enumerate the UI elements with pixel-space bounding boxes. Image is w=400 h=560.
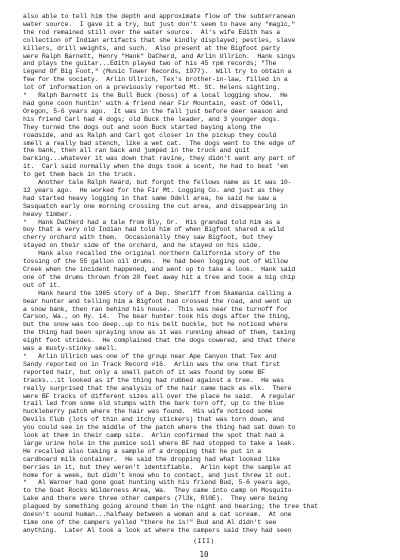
text-line: doesn't sound human...halfway between a woman and a cat scream. At one <box>23 511 292 519</box>
text-line: to the Goat Rocks Wilderness Area, Wa. They came into camp on Mosquito <box>23 487 292 495</box>
text-line: They turned the dogs out and soon Buck started baying along the <box>23 123 262 131</box>
text-line: you could see in the middle of the patch where the thing had sat down to <box>23 424 296 432</box>
text-line: collection of Indian artifacts that she kindly displayed; pestles, slave <box>23 36 296 44</box>
text-line: lot of information on a previously reported Mt. St. Helens sighting. <box>23 84 281 92</box>
text-line: Devils Club (lots of thin and itchy stickers) that was torn down, and <box>23 416 284 424</box>
text-line: boy that a very old Indian had told him of when Bigfoot shared a wild <box>23 226 284 234</box>
text-line: was a musty-stinky smell. <box>23 345 118 353</box>
text-line: stayed on their side of the orchard, and he stayed on his side. <box>23 242 262 250</box>
text-line: Oregon, 5-6 years ago. It was in the fall just before deer season and <box>23 107 288 115</box>
text-line: * Arlin Ullrich was one of the group near Ape Canyon that Tex and <box>23 352 277 360</box>
text-line: few for the society. Arlin Ullrich, Tex's brother-in-law, filled in a <box>23 76 288 84</box>
text-line: Carson, Wa., on Hy. 14. The bear hunter took his dogs after the thing, <box>23 313 292 321</box>
section-mark: (III) <box>193 536 215 545</box>
text-line: one of the drums thrown from 20 feet away hit a tree and took a big chip <box>23 273 296 281</box>
text-line: Sasquatch early one morning crossing the cut area, and disappearing in <box>23 202 288 210</box>
text-line: it. Carl said normally when the dogs took a scent, he had to beat 'em <box>23 163 288 171</box>
text-line: 12 years ago. He worked for the Fir Mt. Logging Co. and just as they <box>23 186 284 194</box>
text-line: anything. Later Al took a look at where the campers said they had seen <box>23 526 292 534</box>
text-line: * Hank DaCherd had a tale from Bly, Or. His grandad told him as a <box>23 218 281 226</box>
text-line: He recalled also taking a sample of a dropping that he put in a <box>23 447 262 455</box>
text-line: huckleberry patch where the hair was found. His wife noticed some <box>23 408 273 416</box>
text-line: roadside, and as Ralph and Carl got closer in the pickup they could <box>23 131 277 139</box>
text-line: cardboard milk container. He said the dropping had what looked like <box>23 455 281 463</box>
text-line: cherry orchard with them. Occasionally they saw Bigfoot, but they <box>23 234 273 242</box>
text-line: plagued by something going around them in the night and hearing; the tree that <box>23 503 318 511</box>
text-line: and plays the guitar...Edith played two of his 45 rpm records; "The <box>23 60 277 68</box>
text-line: also able to tell him the depth and approximate flow of the subterranean <box>23 13 296 20</box>
text-line: * Al Warner had gone goat hunting with his friend Bud, 5-6 years ago, <box>23 479 292 487</box>
text-line: barking...whatever it was down that ravine, they didn't want any part of <box>23 155 296 163</box>
text-line: time one of the campers yelled "there he is!" Bud and Al didn't see <box>23 519 277 526</box>
text-line: Hank also recalled the original northern California story of the <box>23 250 281 258</box>
text-line: Legend Of Big Foot," (Music Tower Records, 1977). Will try to obtain a <box>23 68 292 76</box>
text-line: Another tale Ralph heard, but forgot the fellows name as it was 10- <box>23 179 292 187</box>
text-line: the bank, then all ran back and jumped in the truck and quit <box>23 147 250 155</box>
page-number: 10 <box>199 549 209 559</box>
text-line: berries in it, but they weren't identifiable. Arlin kept the sample at <box>23 463 292 471</box>
text-line: Creek when the incident happened, and went up to take a look. Hank said <box>23 266 296 273</box>
text-line: to get them back in the truck. <box>23 171 137 179</box>
text-line: eight foot strides. He complained that the dogs cowered, and that there <box>23 337 296 345</box>
text-line: reported hair, but only a small patch of it was found by some BF <box>23 368 265 376</box>
text-line: tracks...it looked as if the thing had rubbed against a tree. He was <box>23 376 284 384</box>
text-line: trail led from some old stumps with the bark torn off, up to the blue <box>23 400 284 408</box>
text-line: really surprised that the analysis of the hair came back as elk. There <box>23 384 292 392</box>
text-line: look at them in their camp site. Arlin confirmed the spot that had a <box>23 432 284 440</box>
text-line: were BF tracks of different sizes all over the place he said. A regular <box>23 392 296 400</box>
text-line: Sandy reported on in Track Record #16. Arlin was the one that first <box>23 360 281 368</box>
text-line: large urine hole in the pumice soil where BF had stopped to take a leak. <box>23 439 296 447</box>
text-line: home for a week, but didn't know who to contact, and just threw it out. <box>23 471 292 479</box>
text-line: but the snow was too deep..up to his belt buckle, but he noticed where <box>23 321 288 329</box>
text-line: tossing of the 55 gallon oil drums. He had been logging out of Willow <box>23 258 288 266</box>
text-line: his friend Carl had 4 dogs; old Buck the leader, and 3 younger dogs. <box>23 115 281 123</box>
text-line: were Ralph Barnett, Henry "Hank" DaCherd, and Arlin Ullrich. Hank sings <box>23 52 296 60</box>
text-line: killers, drill weights, and such. Also present at the Bigfoot party <box>23 44 281 52</box>
text-line: had gone coon huntin' with a friend near Fir Mountain, east of Odell, <box>23 99 284 107</box>
text-line: water source. I gave it a try, but just don't seem to have any "magic," <box>23 20 296 28</box>
text-line: had started heavy logging in that same Odell area, he said he saw a <box>23 194 277 202</box>
text-line: bear hunter and telling him a Bigfoot had crossed the road, and went up <box>23 297 292 305</box>
body-text <box>23 13 385 535</box>
text-line: * Ralph Barnett is the Bull Buck (boss) of a local logging show. He <box>23 92 288 100</box>
text-line: Hank heard the 1965 story of a Dep. Sheriff from Skamania calling a <box>23 289 292 297</box>
text-line: a snow bank, then ran behind his house. This was near the turnoff for <box>23 305 288 313</box>
text-line: heavy timber. <box>23 210 73 218</box>
text-line: out of it. <box>23 281 61 289</box>
text-line: Lake and there were three other campers (7l3k, Rl0E). They were being <box>23 495 288 503</box>
text-line: smell a really bad stench, like a wet cat. The dogs went to the edge of <box>23 139 296 147</box>
text-line: the rod remained still over the water source. Al's wife Edith has a <box>23 28 281 36</box>
text-line: the thing had been spraying snow as it was running ahead of them, taking <box>23 329 296 337</box>
